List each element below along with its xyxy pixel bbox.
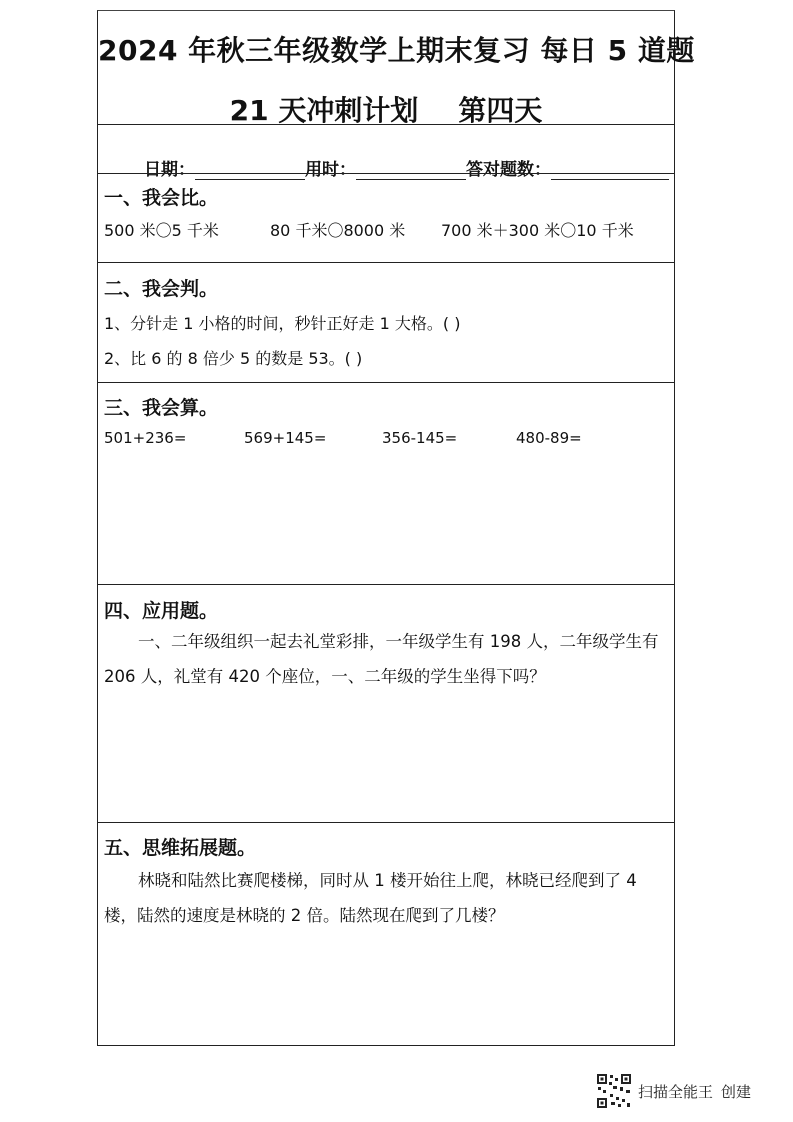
thinking-problem-text: 林晓和陆然比赛爬楼梯，同时从 1 楼开始往上爬，林晓已经爬到了 4 楼，陆然的速度是林晓的 2 倍。陆然现在爬到了几楼？ (104, 871, 637, 925)
correct-count-label: 答对题数： (466, 160, 551, 180)
word-problem (104, 624, 670, 694)
worksheet-subtitle (98, 89, 674, 129)
divider (98, 382, 674, 383)
compare-item-3: 700 米＋300 米〇10 千米 (441, 221, 634, 240)
word-problem-text: 一、二年级组织一起去礼堂彩排，一年级学生有 198 人，二年级学生有 206 人，礼堂有 420 个座位，一、二年级的学生坐得下吗？ (104, 632, 659, 686)
calc-item-4: 480-89= (516, 429, 582, 447)
section-1-title: 一、我会比。 (104, 187, 219, 209)
compare-item-2: 80 千米〇8000 米 (270, 221, 406, 240)
watermark-suffix: 创建 (721, 1082, 752, 1101)
calc-item-2: 569+145= (244, 429, 327, 447)
time-label: 用时： (305, 160, 356, 180)
date-label: 日期： (144, 160, 195, 180)
calc-item-3: 356-145= (382, 429, 458, 447)
divider (98, 173, 674, 174)
worksheet-title: 2024 年秋三年级数学上期末复习 每日 5 道题 (98, 34, 695, 67)
watermark-brand: 扫描全能王 (638, 1082, 714, 1101)
day-label: 第四天 (458, 94, 543, 127)
date-blank[interactable] (195, 161, 305, 180)
qr-code-icon (596, 1073, 632, 1109)
section-2-title: 二、我会判。 (104, 278, 219, 300)
section-4-title: 四、应用题。 (104, 600, 219, 622)
worksheet (97, 10, 695, 1046)
divider (98, 262, 674, 263)
thinking-problem (104, 863, 670, 933)
correct-count-blank[interactable] (551, 161, 669, 180)
plan-name: 21 天冲刺计划 (229, 94, 419, 127)
compare-item-1: 500 米〇5 千米 (104, 221, 219, 240)
divider (98, 584, 674, 585)
divider (98, 822, 674, 823)
judge-item-2: 2、比 6 的 8 倍少 5 的数是 53。( ) (104, 349, 363, 368)
judge-item-1: 1、分针走 1 小格的时间，秒针正好走 1 大格。( ) (104, 314, 461, 333)
calc-item-1: 501+236= (104, 429, 187, 447)
section-5-title: 五、思维拓展题。 (104, 837, 257, 859)
info-row (144, 155, 669, 180)
scanner-watermark (596, 1072, 751, 1110)
section-3-title: 三、我会算。 (104, 397, 219, 419)
divider (98, 124, 674, 125)
watermark-text (638, 1081, 751, 1102)
time-blank[interactable] (356, 161, 466, 180)
